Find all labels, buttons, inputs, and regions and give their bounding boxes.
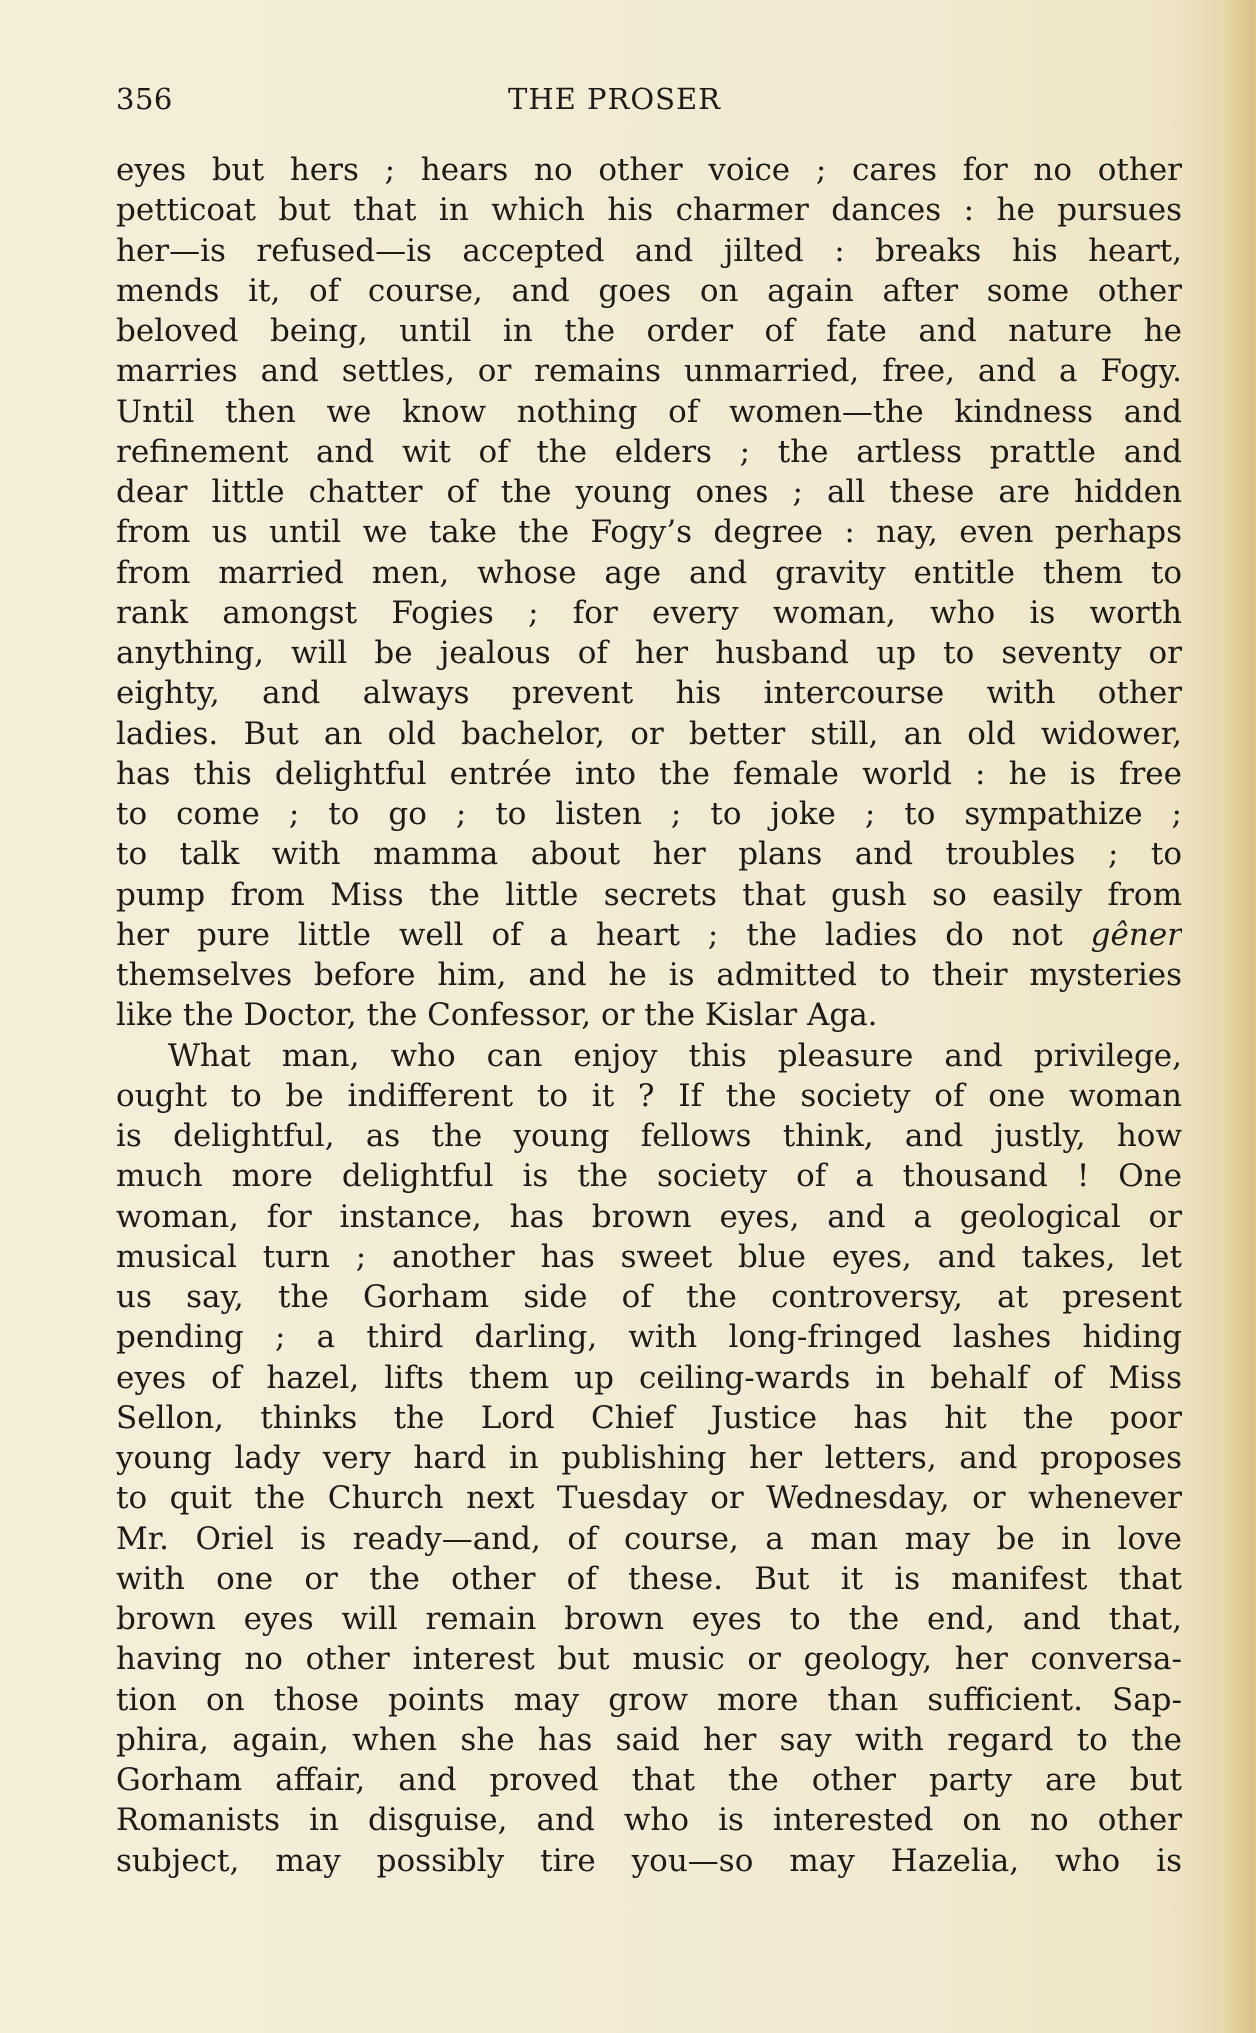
text-line: themselves before him, and he is admitted to their mysteries (116, 957, 1182, 993)
text-line: young lady very hard in publishing her letters, and proposes (116, 1440, 1182, 1476)
text-line: subject, may possibly tire you—so may Hazelia, who is (116, 1842, 1182, 1879)
text-line: pump from Miss the little secrets that gush so easily from (116, 876, 1182, 913)
text-line: much more delightful is the society of a thousand ! One (116, 1158, 1182, 1195)
text-line: from married men, whose age and gravity entitle them to (116, 554, 1182, 591)
text-line: to come ; to go ; to listen ; to joke ; to sympathize ; (116, 796, 1182, 832)
text-line: anything, will be jealous of her husband up to seventy or (116, 635, 1182, 671)
text-line: Romanists in disguise, and who is interested on no other (116, 1802, 1182, 1839)
text-line: musical turn ; another has sweet blue eyes, and takes, let (116, 1238, 1182, 1275)
page-number: 356 (116, 82, 173, 116)
text-line: Mr. Oriel is ready—and, of course, a man may be in love (116, 1520, 1182, 1557)
text-line: is delightful, as the young fellows think, and justly, how (116, 1118, 1182, 1154)
text-line: Gorham affair, and proved that the other party are but (116, 1762, 1182, 1798)
text-line: having no other interest but music or geology, her conversa- (116, 1641, 1182, 1678)
text-line: like the Doctor, the Confessor, or the Kislar Aga. (116, 997, 878, 1034)
text-line: ladies. But an old bachelor, or better still, an old widower, (116, 715, 1182, 752)
text-line: to talk with mamma about her plans and troubles ; to (116, 836, 1182, 873)
text-line: brown eyes will remain brown eyes to the end, and that, (116, 1601, 1182, 1637)
text-line: rank amongst Fogies ; for every woman, who is worth (116, 594, 1182, 631)
paragraph-first-line: What man, who can enjoy this pleasure and privilege, (168, 1037, 1182, 1074)
text-line-with-italic (116, 915, 1182, 955)
text-line: marries and settles, or remains unmarried, free, and a Fogy. (116, 353, 1182, 390)
text-segment: her pure little well of a heart ; the ladies do not (116, 916, 1063, 953)
page-edge-shading (1222, 0, 1256, 2033)
text-line: refinement and wit of the elders ; the artless prattle and (116, 433, 1182, 470)
text-line: Sellon, thinks the Lord Chief Justice has hit the poor (116, 1399, 1182, 1436)
body-text (116, 150, 1182, 1881)
text-line: eighty, and always prevent his intercourse with other (116, 675, 1182, 712)
text-line: her—is refused—is accepted and jilted : breaks his heart, (116, 232, 1182, 269)
text-line: Until then we know nothing of women—the kindness and (116, 393, 1182, 430)
text-line: from us until we take the Fogy’s degree : nay, even perhaps (116, 514, 1182, 551)
text-line: us say, the Gorham side of the controversy, at present (116, 1279, 1182, 1315)
text-line: ought to be indifferent to it ? If the society of one woman (116, 1077, 1182, 1114)
text-line: pending ; a third darling, with long-fringed lashes hiding (116, 1319, 1182, 1356)
text-line: phira, again, when she has said her say with regard to the (116, 1721, 1182, 1758)
text-line: dear little chatter of the young ones ; all these are hidden (116, 474, 1182, 510)
text-line: has this delightful entrée into the female world : he is free (116, 755, 1182, 792)
text-line: tion on those points may grow more than sufficient. Sap- (116, 1681, 1182, 1718)
text-line: with one or the other of these. But it is manifest that (116, 1560, 1182, 1597)
italic-word: gêner (1090, 916, 1182, 953)
text-line: petticoat but that in which his charmer dances : he pursues (116, 192, 1182, 229)
text-line: eyes of hazel, lifts them up ceiling-wards in behalf of Miss (116, 1359, 1182, 1396)
text-line: mends it, of course, and goes on again after some other (116, 272, 1182, 309)
page-header (116, 82, 1182, 122)
text-line: eyes but hers ; hears no other voice ; cares for no other (116, 152, 1182, 188)
running-title: THE PROSER (508, 82, 722, 116)
text-line: to quit the Church next Tuesday or Wednesday, or whenever (116, 1480, 1182, 1517)
text-line: woman, for instance, has brown eyes, and a geological or (116, 1198, 1182, 1235)
text-line: beloved being, until in the order of fate and nature he (116, 313, 1182, 349)
